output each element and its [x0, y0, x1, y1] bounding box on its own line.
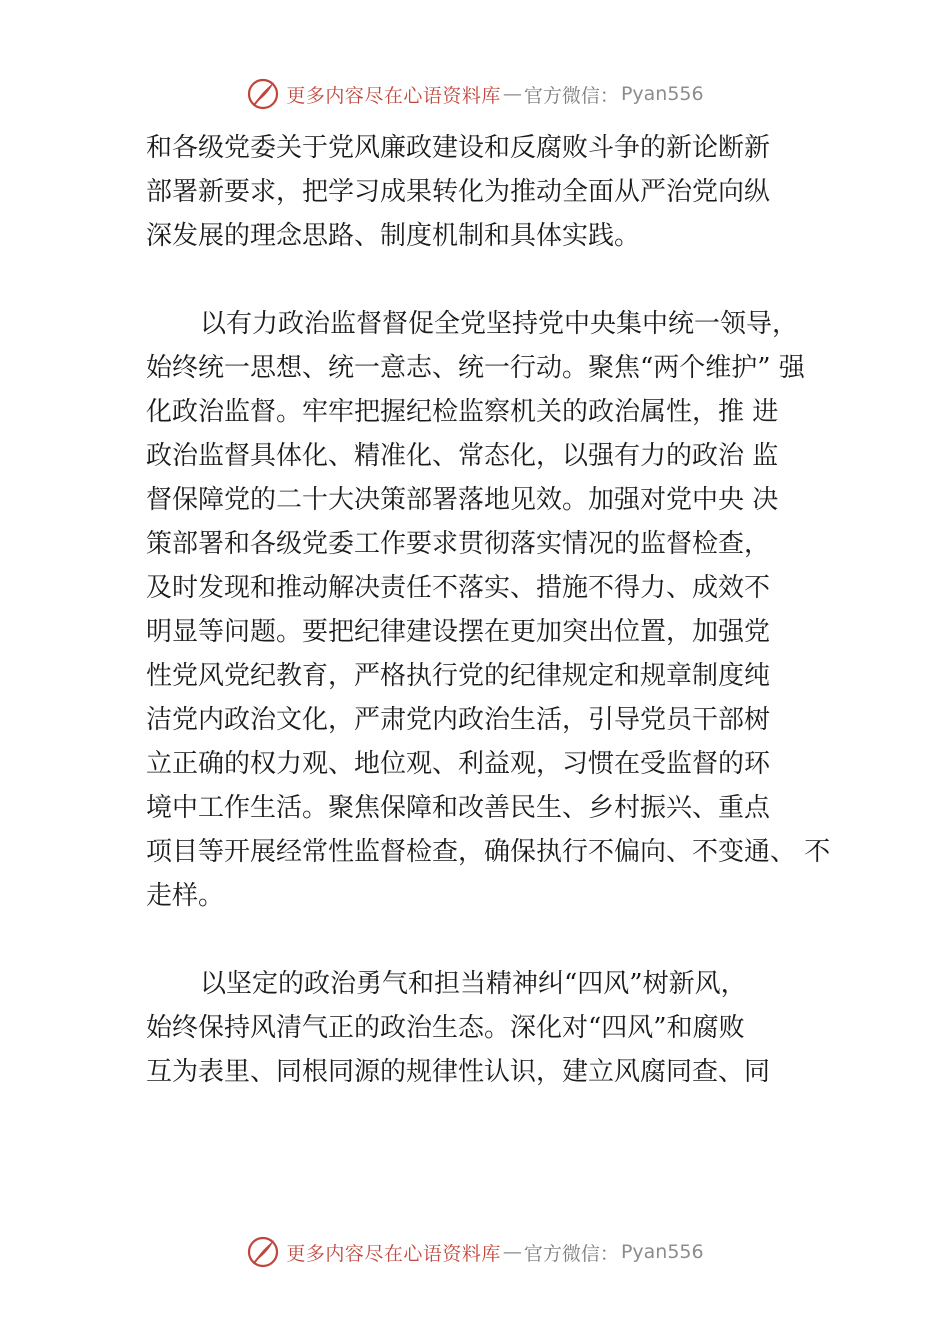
footer-brand-text: 更多内容尽在心语资料库 [286, 1242, 501, 1265]
text-line: 部署新要求，把学习成果转化为推动全面从严治党向纵 [146, 177, 771, 207]
text-line: 立正确的权力观、地位观、利益观，习惯在受监督的环 [146, 749, 771, 779]
feather-pen-circle-icon [246, 77, 280, 111]
text-line: 以有力政治监督督促全党坚持党中央集中统一领导， [200, 309, 799, 339]
document-body [146, 126, 836, 1094]
text-line: 始终统一思想、统一意志、统一行动。聚焦“两个维护” 强 [146, 353, 805, 383]
paragraph-3 [146, 962, 836, 1094]
header-banner [0, 74, 950, 114]
header-official-text: 官方微信： [523, 84, 619, 107]
text-line: 走样。 [146, 881, 225, 911]
paragraph-2 [146, 302, 836, 918]
header-dash: — [502, 83, 522, 105]
text-line: 化政治监督。牢牢把握纪检监察机关的政治属性，推 进 [146, 397, 779, 427]
text-line: 及时发现和推动解决责任不落实、措施不得力、成效不 [146, 573, 771, 603]
text-line: 政治监督具体化、精准化、常态化，以强有力的政治 监 [146, 441, 779, 471]
text-line: 境中工作生活。聚焦保障和改善民生、乡村振兴、重点 [146, 793, 771, 823]
text-line: 项目等开展经常性监督检查，确保执行不偏向、不变通、 不 [146, 837, 831, 867]
text-line: 明显等问题。要把纪律建设摆在更加突出位置，加强党 [146, 617, 771, 647]
header-brand-text: 更多内容尽在心语资料库 [286, 84, 501, 107]
paragraph-1 [146, 126, 836, 258]
text-line: 和各级党委关于党风廉政建设和反腐败斗争的新论断新 [146, 133, 771, 163]
paragraph-gap [146, 258, 836, 302]
text-line: 始终保持风清气正的政治生态。深化对“四风”和腐败 [146, 1013, 745, 1043]
text-line: 策部署和各级党委工作要求贯彻落实情况的监督检查， [146, 529, 771, 559]
text-line: 深发展的理念思路、制度机制和具体实践。 [146, 221, 641, 251]
footer-wechat-id: Pyan556 [620, 1241, 704, 1263]
text-line: 性党风党纪教育，严格执行党的纪律规定和规章制度纯 [146, 661, 771, 691]
text-line: 互为表里、同根同源的规律性认识，建立风腐同查、同 [146, 1057, 771, 1087]
text-line: 洁党内政治文化，严肃党内政治生活，引导党员干部树 [146, 705, 771, 735]
text-line: 以坚定的政治勇气和担当精神纠“四风”树新风， [200, 969, 747, 999]
header-wechat-id: Pyan556 [620, 83, 704, 105]
feather-pen-circle-icon [246, 1235, 280, 1269]
footer-official-text: 官方微信： [523, 1242, 619, 1265]
paragraph-gap [146, 918, 836, 962]
footer-banner [0, 1232, 950, 1272]
text-line: 督保障党的二十大决策部署落地见效。加强对党中央 决 [146, 485, 779, 515]
footer-dash: — [502, 1241, 522, 1263]
